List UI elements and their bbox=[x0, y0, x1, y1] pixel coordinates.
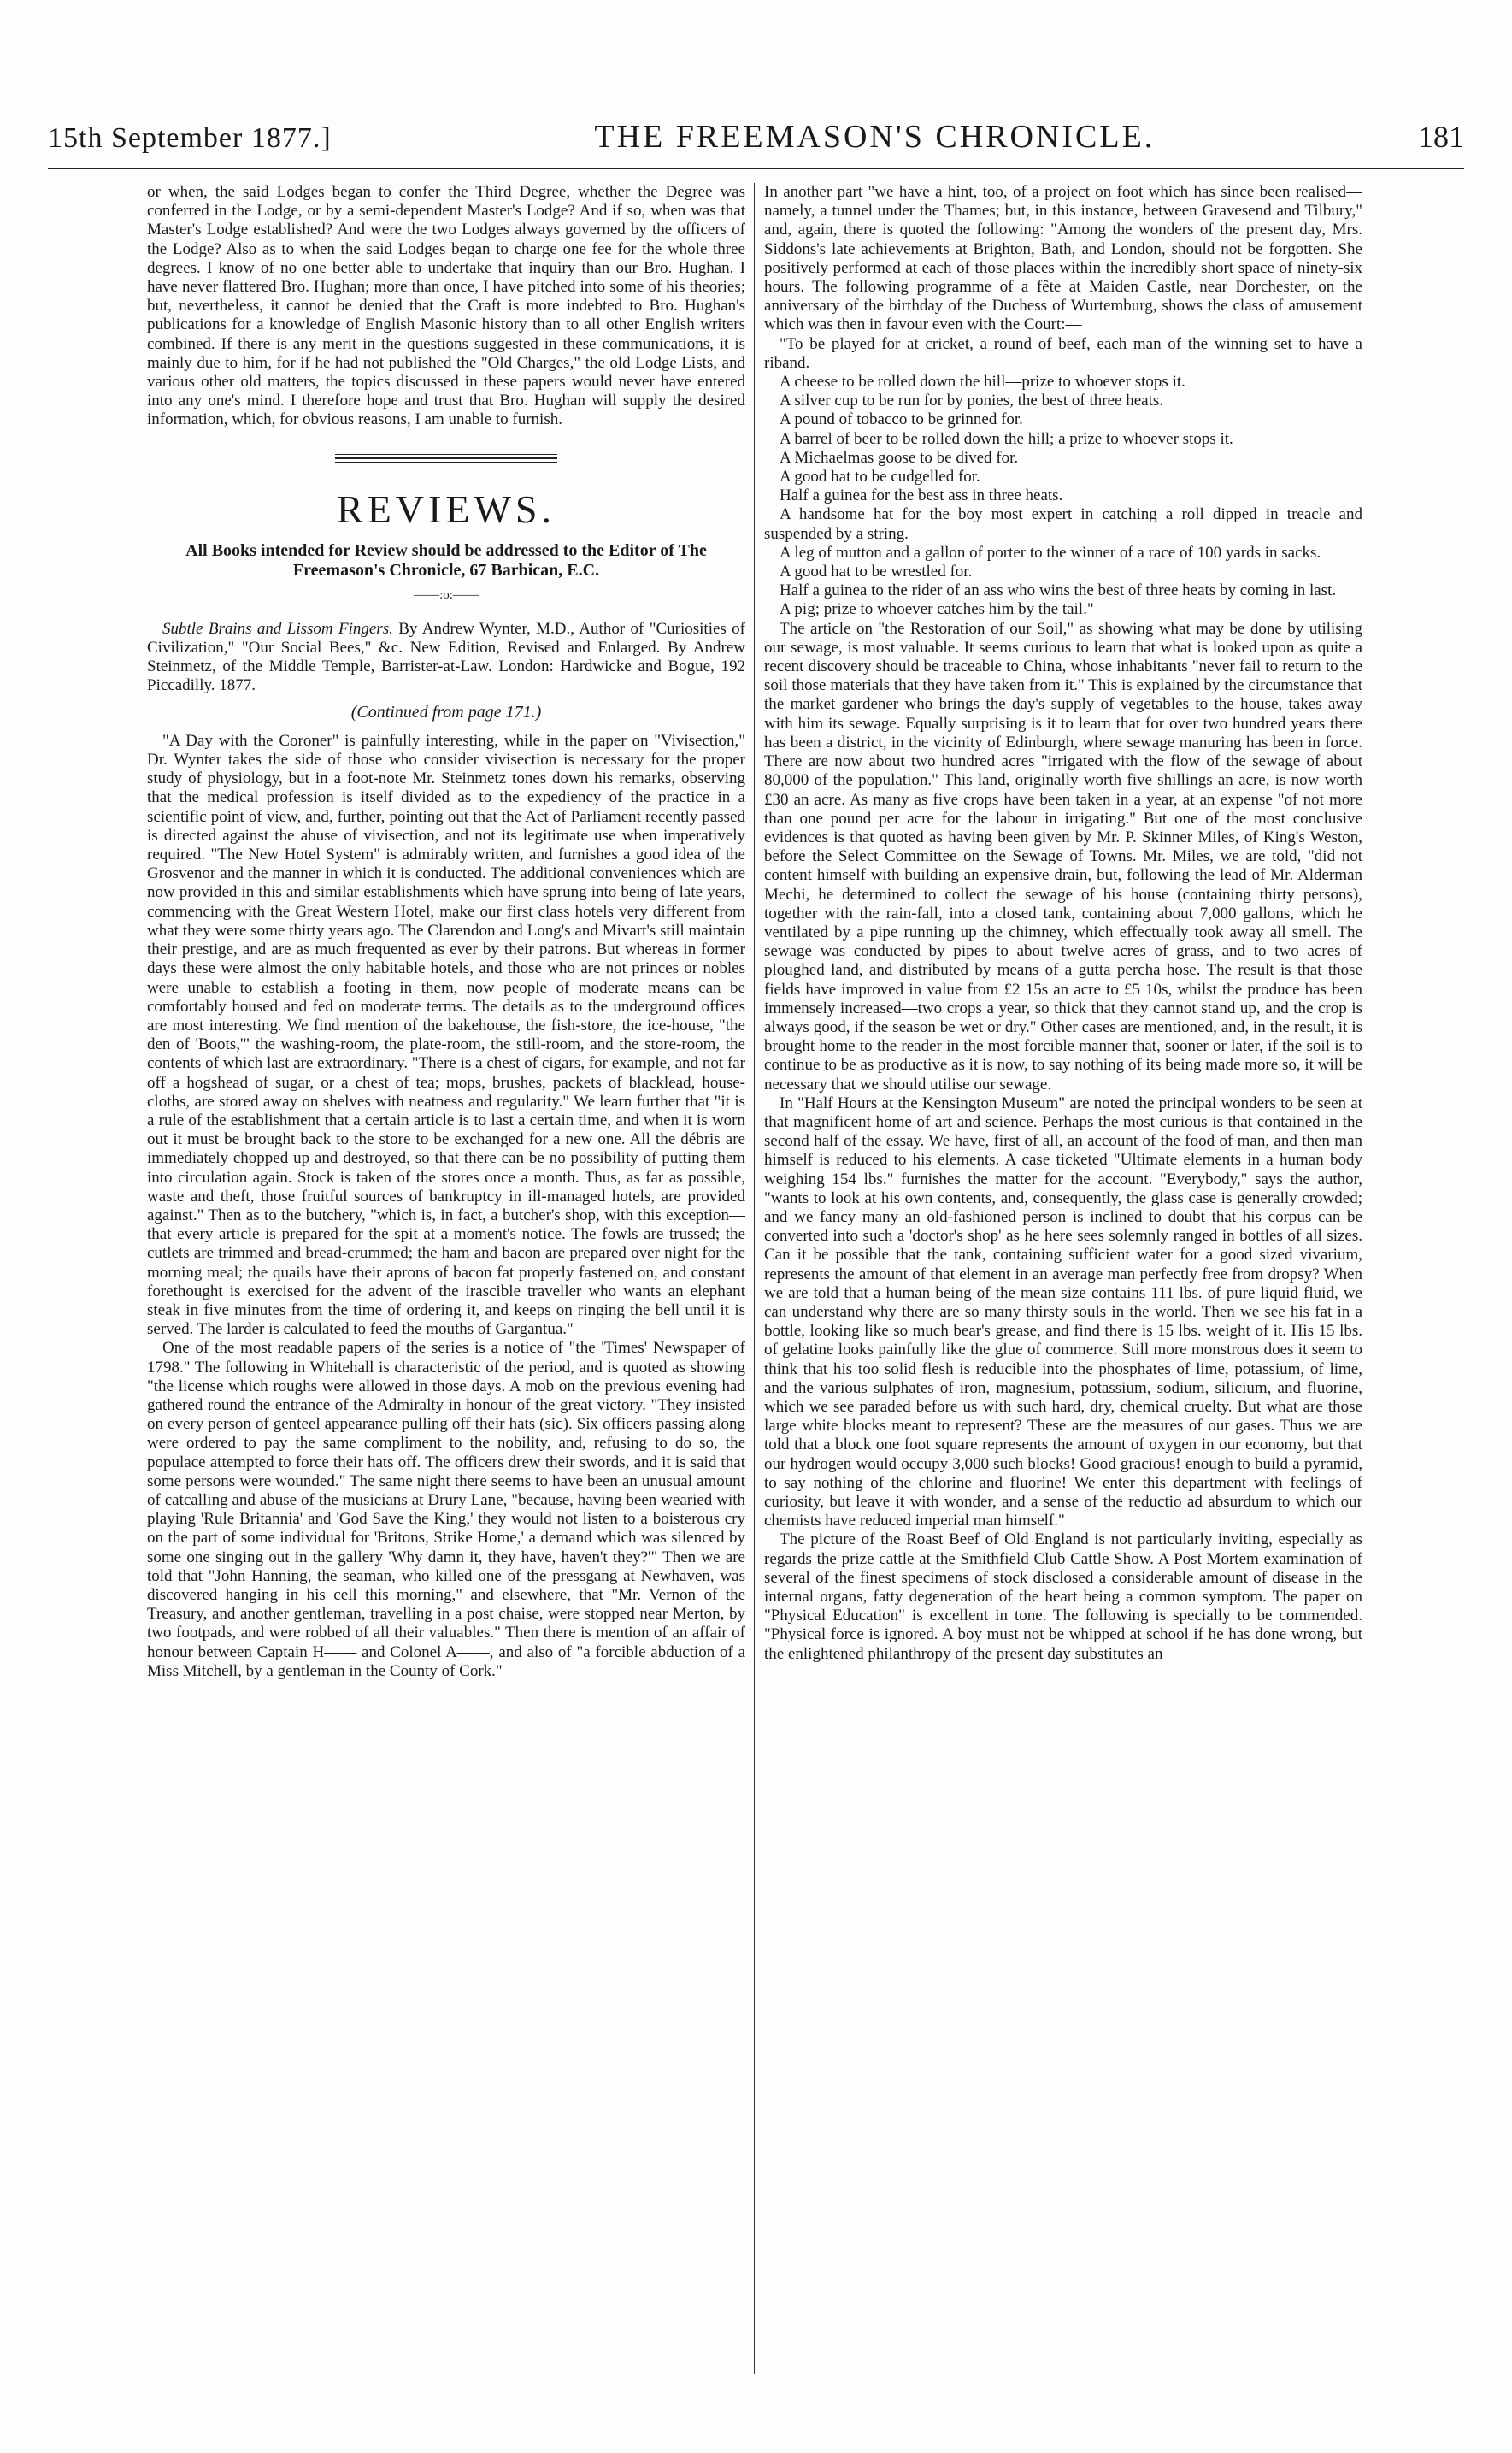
reviews-ornament: ——:o:—— bbox=[414, 587, 479, 602]
programme-item: A leg of mutton and a gallon of porter to the winner of a race of 100 yards in sacks. bbox=[780, 543, 1321, 562]
programme-item: A handsome hat for the boy most expert in catching a roll dipped in treacle and suspended by a string. bbox=[764, 505, 1362, 543]
review-paragraph: One of the most readable papers of the series is a notice of "the 'Times' Newspaper of 1798." The following in Whitehall is characteristic of the period, and is quoted as showing "the license which roughs were allowed in those days. A mob on the previous evening had gathered round the entrance of the Admiralty in honour of the great victory. "They insisted on every person of genteel appearance pulling off their hats (sic). Six officers passing along were ordered to pay the same compliment to the nobility, and, refusing to do so, the populace attempted to force their hats off. The officers drew their swords, and it is said that some persons were wounded." The same night there seems to have been an unusual amount of catcalling and abuse of the musicians at Drury Lane, "because, having been wearied with playing 'Rule Britannia' and 'God Save the King,' they would not listen to a boisterous cry on the part of some individual for 'Britons, Strike Home,' a demand which was silenced by some one singing out in the gallery 'Why damn it, they have, haven't they?'" Then we are told that "John Hanning, the seaman, who killed one of the pressgang at Newhaven, was discovered hanging in his cell this morning," and elsewhere, that "Mr. Vernon of the Treasury, and another gentleman, travelling in a post chaise, were stopped near Merton, by two footpads, and were robbed of all their valuables." Then there is mention of an affair of honour between Captain H—— and Colonel A——, and also of "a forcible abduction of a Miss Mitchell, by a gentleman in the County of Cork." bbox=[147, 1339, 745, 1680]
column-rule bbox=[754, 183, 755, 2374]
book-title: Subtle Brains and Lissom Fingers. bbox=[162, 619, 393, 638]
programme-item: A cheese to be rolled down the hill—prize to whoever stops it. bbox=[780, 373, 1185, 392]
left-column bbox=[147, 183, 745, 2374]
programme-item: A good hat to be wrestled for. bbox=[780, 563, 973, 581]
review-paragraph: In "Half Hours at the Kensington Museum" are noted the principal wonders to be seen at that magnificent home of art and science. Perhaps the most curious is that contained in the second half of the essay. We have, first of all, an account of the food of man, and then man himself is reduced to his elements. A case ticketed "Ultimate elements in a human body weighing 154 lbs." furnishes the matter for the account. "Everybody," says the author, "wants to look at his own contents, and, consequently, the glass case is generally crowded; and we fancy many an old-fashioned person is inclined to doubt that his corpus can be converted into such a 'doctor's shop' as he here sees solemnly ranged in bottles of all sizes. Can it be possible that the tank, containing sufficient water for a good sized vivarium, represents the amount of that element in an average man perfectly free from dropsy? When we are told that a human being of the mean size contains 111 lbs. of pure liquid fluid, we can understand why there are so many thirsty souls in the world. Then we see his fat in a bottle, looking like so much bear's grease, and find there is 15 lbs. weight of it. His 15 lbs. of gelatine looks painfully like the glue of commerce. Still more monstrous does it seem to think that his too solid flesh is reducible into the phosphates of lime, potassium, of lime, and the various sulphates of iron, magnesium, potassium, sodium, silicium, and fluorine, which we see paraded before us with such hard, dry, chemical cruelty. But what are those large white blocks meant to represent? These are the measures of our gases. Thus we are told that a block one foot square represents the amount of oxygen in our economy, but that our hydrogen would occupy 3,000 such blocks! Good gracious! enough to build a pyramid, to say nothing of the chlorine and fluorine! We enter this department with feelings of curiosity, but leave it with wonder, and a sense of the reductio ad absurdum to which our chemists have reduced imperial man himself." bbox=[764, 1094, 1362, 1530]
header-rule bbox=[48, 168, 1464, 169]
page-number: 181 bbox=[1418, 120, 1464, 154]
letter-closing-paragraph: or when, the said Lodges began to confer the Third Degree, whether the Degree was conferred in the Lodge, or by a semi-dependent Master's Lodge? And if so, when was that Master's Lodge established? And were the two Lodges always governed by the officers of the Lodge? Also as to when the said Lodges began to charge one fee for the whole three degrees. I know of no one better able to undertake that inquiry than our Bro. Hughan. I have never flattered Bro. Hughan; more than once, I have pitched into some of his theories; but, nevertheless, it cannot be denied that the Craft is more indebted to Bro. Hughan's publications for a knowledge of English Masonic history than to all other English writers combined. If there is any merit in the questions suggested in these communications, it is mainly due to him, for if he had not published the "Old Charges," the old Lodge Lists, and various other old matters, the topics discussed in these papers would never have entered into any one's mind. I therefore hope and trust that Bro. Hughan will supply the desired information, which, for obvious reasons, I am unable to furnish. bbox=[147, 183, 745, 429]
programme-item: A pound of tobacco to be grinned for. bbox=[780, 410, 1023, 429]
programme-item: A barrel of beer to be rolled down the hill; a prize to whoever stops it. bbox=[780, 429, 1233, 448]
reviews-heading: REVIEWS. bbox=[337, 486, 556, 531]
review-paragraph: The picture of the Roast Beef of Old England is not particularly inviting, especially as regards the prize cattle at the Smithfield Club Cattle Show. A Post Mortem examination of several of the finest specimens of stock disclosed a considerable amount of disease in the internal organs, fatty degeneration of the heart being a common symptom. The paper on "Physical Education" is excellent in tone. The following is specially to be commended. "Physical force is ignored. A boy must not be whipped at school if he has done wrong, but the enlightened philanthropy of the present day substitutes an bbox=[764, 1530, 1362, 1663]
programme-item: "To be played for at cricket, a round of beef, each man of the winning set to have a riband. bbox=[764, 334, 1362, 372]
section-divider bbox=[335, 454, 557, 463]
programme-item: Half a guinea for the best ass in three heats. bbox=[780, 486, 1063, 505]
right-column bbox=[764, 183, 1362, 2374]
programme-item: A silver cup to be run for by ponies, the best of three heats. bbox=[780, 392, 1164, 410]
reviews-note: All Books intended for Review should be addressed to the Editor of The Freemason's Chronicle, 67 Barbican, E.C. bbox=[185, 540, 707, 580]
continued-note: (Continued from page 171.) bbox=[350, 702, 542, 722]
review-paragraph: The article on "the Restoration of our Soil," as showing what may be done by utilising our sewage, is most valuable. It seems curious to learn that what is looked upon as quite a recent discovery should be traceable to China, whose inhabitants "never fail to return to the soil those materials that they have taken from it." This is explained by the circumstance that the market gardener who brings the day's supply of vegetables to the house, takes away with him its sewage. Equally surprising is it to learn that for over two hundred years there has been a district, in the vicinity of Edinburgh, where sewage manuring has been in force. There are now about two hundred acres "irrigated with the flow of the sewage of about 80,000 of the population." This land, originally worth five shillings an acre, is now worth £30 an acre. As many as five crops have been taken in a year, at an expense "of not more than one pound per acre for the labour in irrigating." But one of the most conclusive evidences is that quoted as having been given by Mr. P. Skinner Miles, of King's Weston, before the Select Committee on the Sewage of Towns. Mr. Miles, we are told, "did not content himself with building an expensive drain, but, following the lead of Mr. Alderman Mechi, he determined to collect the sewage of his house (containing thirty persons), together with the rain-fall, into a closed tank, containing about 7,000 gallons, which he ventilated by a pipe running up the chimney, which effectually took away all smell. The sewage was conducted by pipes to about twelve acres of grass, and to two acres of ploughed land, and distributed by means of a gutta percha hose. The result is that those fields have improved in value from £2 15s an acre to £5 10s, whilst the produce has been immensely increased—two crops a year, so thick that they cannot stand up, and the crop is always good, if the season be wet or dry." Other cases are mentioned, and, in the result, it is brought home to the reader in the most forcible manner that, sooner or later, if the soil is to continue to be as productive as it is now, to say nothing of its being made more so, it will be necessary that we should utilise our sewage. bbox=[764, 619, 1362, 1094]
issue-date: 15th September 1877.] bbox=[48, 122, 332, 154]
book-details: By Andrew Wynter, M.D., Author of "Curiosities of Civilization," "Our Social Bees," &c. New Edition, Revised and Enlarged. By Andrew Steinmetz, of the Middle Temple, Barrister-at-Law. London: Hardwicke and Bogue, 192 Piccadilly. 1877. bbox=[147, 619, 745, 695]
programme-item: Half a guinea to the rider of an ass who wins the best of three heats by coming in last. bbox=[780, 581, 1337, 600]
masthead-title: THE FREEMASON'S CHRONICLE. bbox=[594, 119, 1156, 155]
programme-item: A pig; prize to whoever catches him by the tail." bbox=[780, 600, 1094, 619]
page-header bbox=[48, 118, 1464, 159]
review-paragraph: In another part "we have a hint, too, of a project on foot which has since been realised—namely, a tunnel under the Thames; but, in this instance, between Gravesend and Tilbury," and, again, there is quoted the following: "Among the wonders of the present day, Mrs. Siddons's late achievements at Brighton, Bath, and London, should not be forgotten. She positively performed at each of those places within the incredibly short space of ninety-six hours. The following programme of a fête at Maiden Castle, near Dorchester, on the anniversary of the birthday of the Duchess of Wurtemburg, shows the class of amusement which was then in favour even with the Court:— bbox=[764, 183, 1362, 334]
review-paragraph: "A Day with the Coroner" is painfully interesting, while in the paper on "Vivisection," Dr. Wynter takes the side of those who consider vivisection is necessary for the proper study of physiology, but in a foot-note Mr. Steinmetz tones down his remarks, observing that the medical profession is itself divided as to the expediency of the practice in a scientific point of view, and, further, pointing out that the Act of Parliament recently passed is directed against the abuse of vivisection, and not its legitimate use when imperatively required. "The New Hotel System" is admirably written, and furnishes a good idea of the Grosvenor and the manner in which it is conducted. The additional conveniences which are now provided in this and similar establishments which have sprung into being of late years, commencing with the Great Western Hotel, make our first class hotels very different from what they were some thirty years ago. The Clarendon and Long's and Mivart's still maintain their prestige, and are as much frequented as ever by their patrons. But whereas in former days these were almost the only habitable hotels, and those who are not princes or nobles were unable to establish a footing in them, now people of moderate means can be comfortably housed and fed on moderate terms. The details as to the underground offices are most interesting. We find mention of the bakehouse, the fish-store, the ice-house, "the den of 'Boots,'" the washing-room, the plate-room, the still-room, and the store-room, the contents of which last are extraordinary. "There is a chest of cigars, for example, and not far off a hogshead of sugar, or a chest of tea; mops, brushes, packets of blacklead, house-cloths, are stored away on shelves with neatness and regularity." We learn further that "it is a rule of the establishment that a certain article is to last a certain time, and when it is worn out it must be brought back to the store to be exchanged for a new one. All the débris are immediately chopped up and destroyed, so that there can be no possibility of putting them into circulation again. Stock is taken of the stores once a month. Thus, as far as possible, waste and theft, those fruitful sources of bankruptcy in ill-managed hotels, are provided against." Then as to the butchery, "which is, in fact, a butcher's shop, with this exception—that every article is prepared for the spit at a moment's notice. The fowls are trussed; the cutlets are trimmed and bread-crummed; the ham and bacon are prepared over night for the morning meal; the quails have their aprons of bacon fat properly fastened on, and constant forethought is exercised for the advent of the irascible traveller who wants an elephant steak in five minutes from the time of ordering it, and keeps on ringing the bell until it is served. The larder is calculated to feed the mouths of Gargantua." bbox=[147, 731, 745, 1339]
book-reference bbox=[147, 620, 745, 696]
programme-item: A Michaelmas goose to be dived for. bbox=[780, 448, 1019, 467]
programme-item: A good hat to be cudgelled for. bbox=[780, 468, 980, 486]
